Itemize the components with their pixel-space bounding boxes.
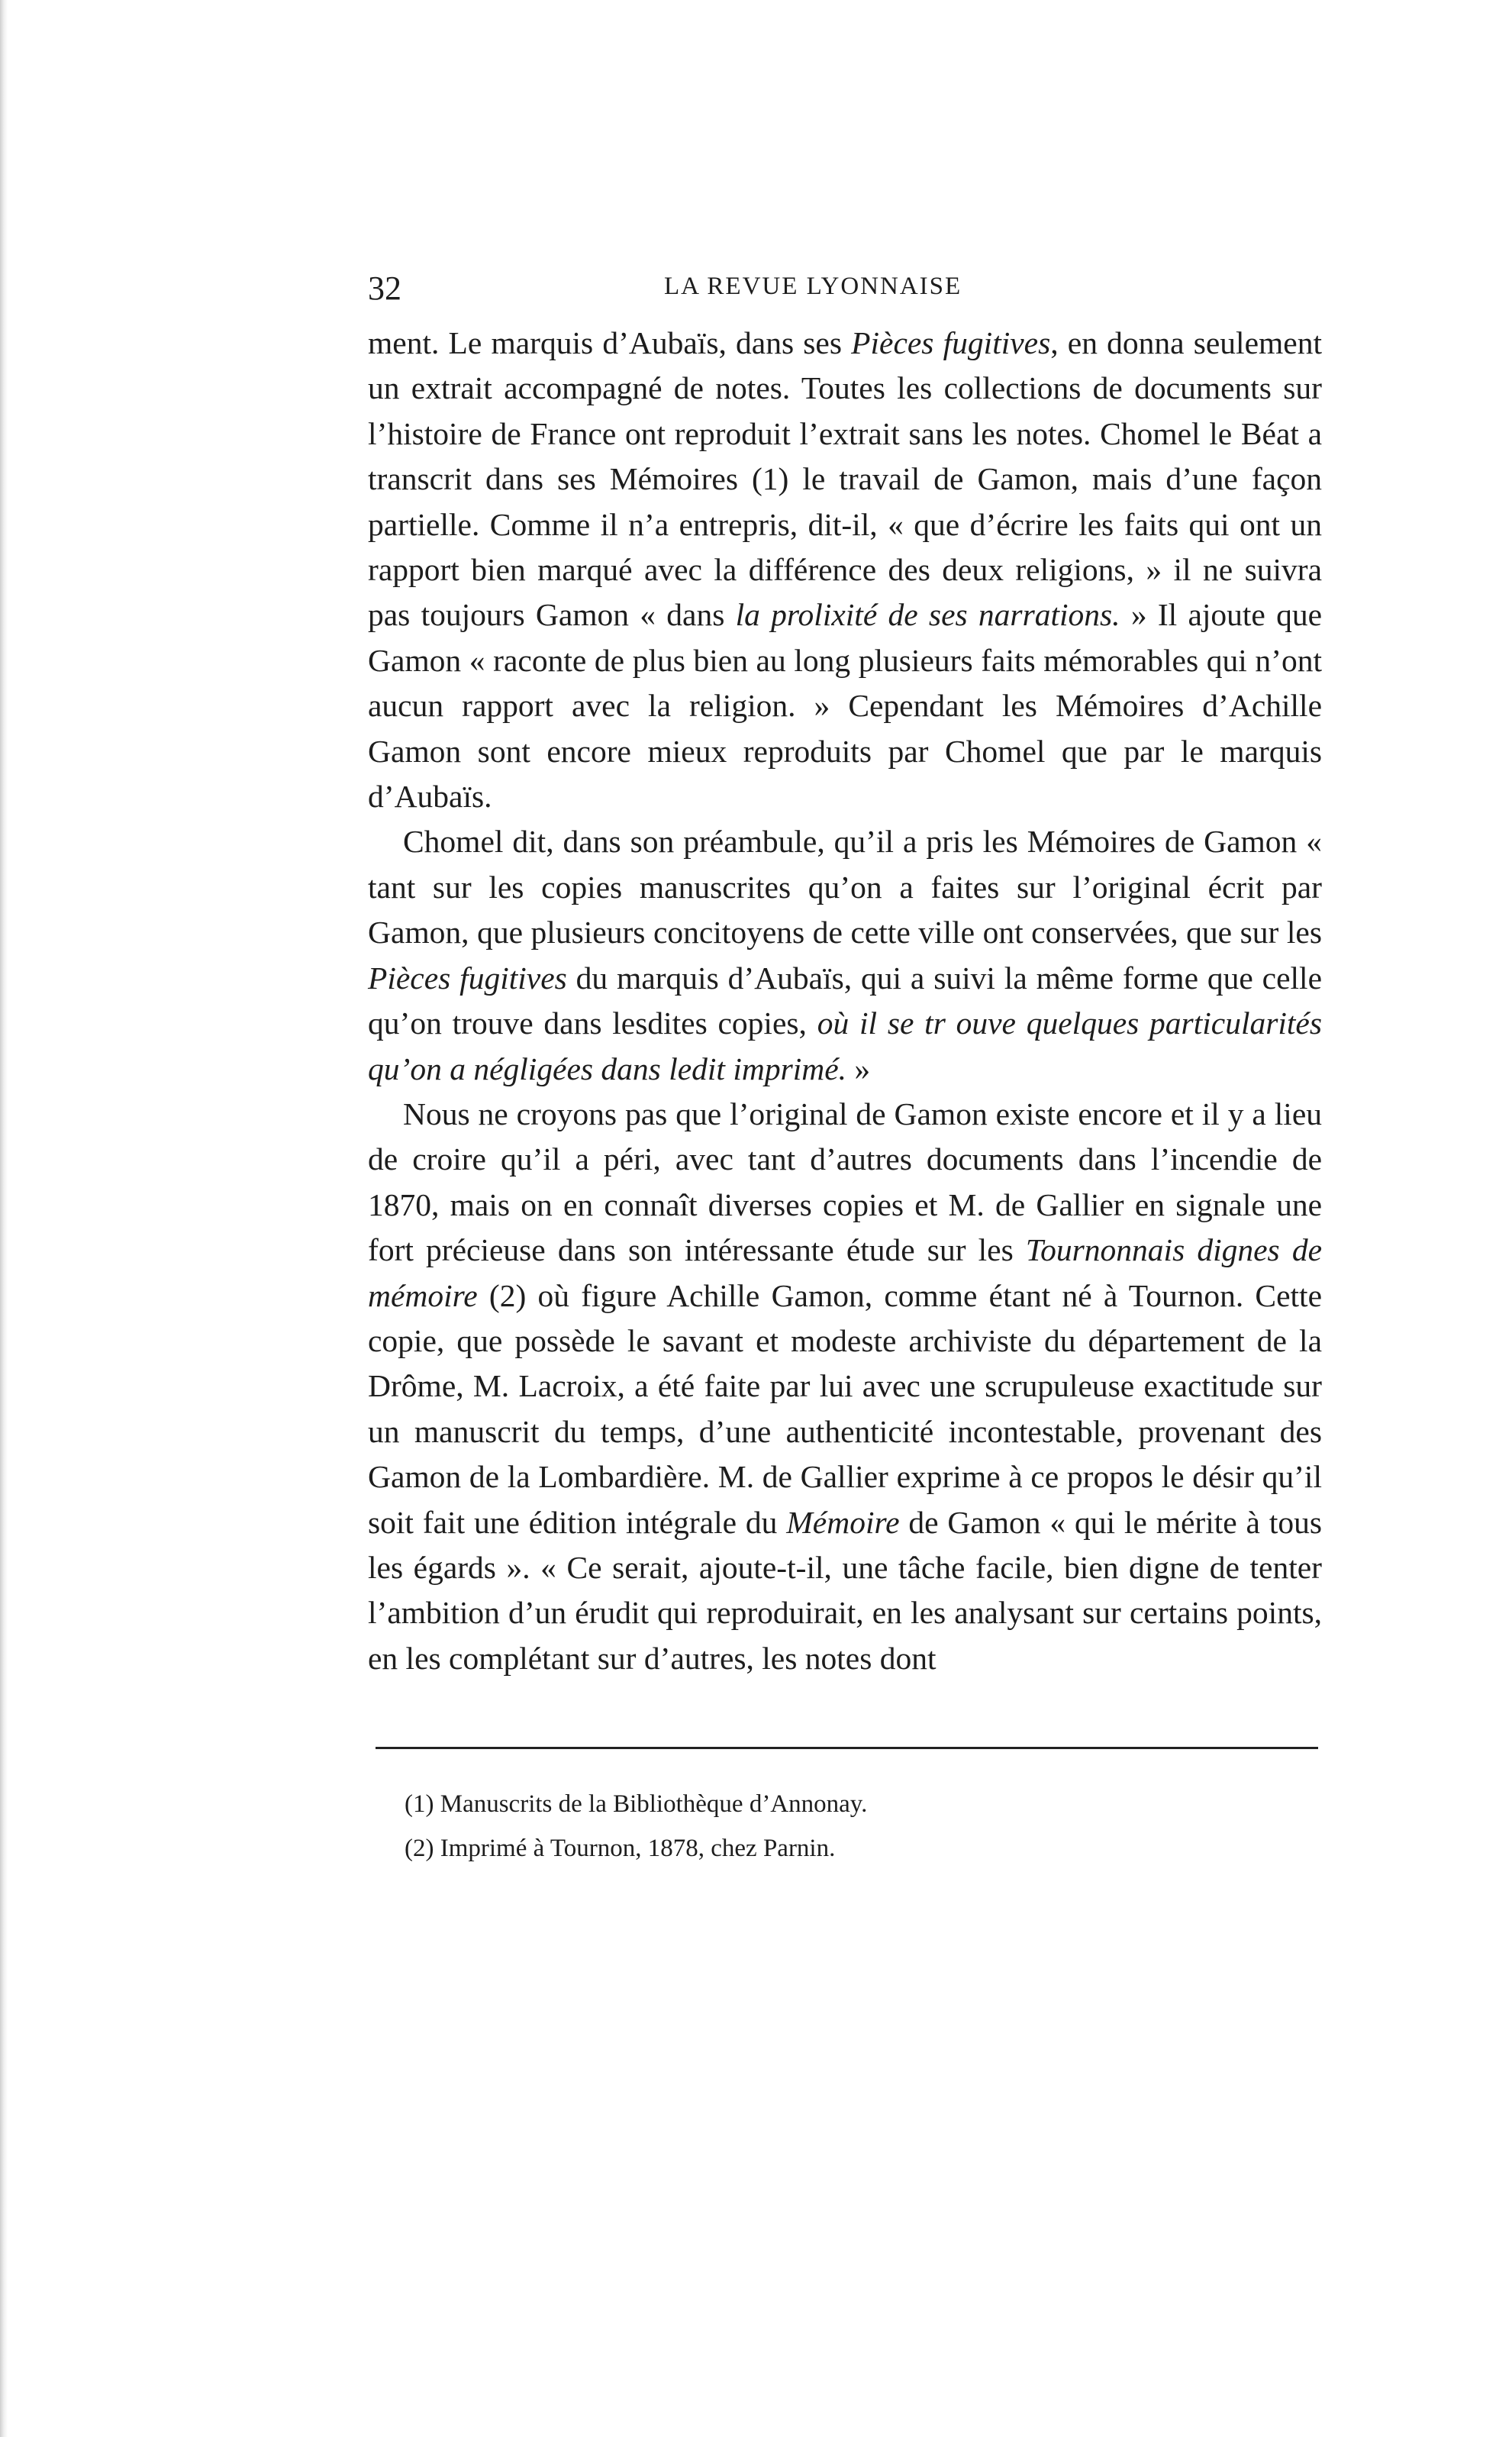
text-run: de Gamon « qui le mérite à tous les égards ». « Ce serait, ajoute-t-il, une tâche facile, bien digne de tenter l’ambition d’un érudit qui reproduirait, en les analysant sur certains points, en les complétant sur d’autres, les notes dont [368, 1504, 1323, 1676]
italic-text: où il se tr ouve quelques particularités qu’on a négligées dans ledit imprimé. [368, 1005, 1322, 1086]
text-run: Chomel dit, dans son préambule, qu’il a pris les Mémoires de Gamon « tant sur les copies manuscrites qu’on a faites sur l’original écrit par Gamon, que plusieurs concitoyens de cette ville ont conservées, que sur les [368, 824, 1322, 951]
text-run: (2) où figure Achille Gamon, comme étant né à Tournon. Cette copie, que possède le savant et modeste archiviste du département de la Drôme, M. Lacroix, a été faite par lui avec une scrupuleuse exactitude sur un manuscrit du temps, d’une authenticité incontestable, provenant des Gamon de la Lombardière. M. de Gallier exprime à ce propos le désir qu’il soit fait une édition intégrale du [368, 1277, 1322, 1540]
footnotes [405, 1782, 867, 1871]
text-run: ment. Le marquis d’Aubaïs, dans ses [368, 325, 852, 360]
italic-text: la prolixité de ses narrations. [735, 597, 1120, 633]
italic-text: Pièces fugitives [851, 325, 1051, 360]
body-text [368, 321, 1322, 1681]
footnote-rule [376, 1747, 1318, 1749]
paragraph [368, 819, 1322, 1091]
text-run: » Il ajoute que Gamon « raconte de plus bien au long plusieurs faits mémorables qui n’ont aucun rapport avec la religion. » Cependant les Mémoires d’Achille Gamon sont encore mieux reproduits par Chomel que par le marquis d’Aubaïs. [368, 597, 1323, 815]
footnote-2: (2) Imprimé à Tournon, 1878, chez Parnin. [405, 1835, 836, 1862]
running-title: LA REVUE LYONNAISE [664, 273, 962, 300]
text-run: du marquis d’Aubaïs, qui a suivi la même forme que celle qu’on trouve dans lesdites copies, [368, 960, 1322, 1041]
footnote-1: (1) Manuscrits de la Bibliothèque d’Annonay. [405, 1790, 868, 1818]
paragraph [368, 1092, 1322, 1681]
text-run: » [846, 1051, 871, 1086]
text-run: Nous ne croyons pas que l’original de Gamon existe encore et il y a lieu de croire qu’il a péri, avec tant d’autres documents dans l’incendie de 1870, mais on en connaît diverses copies et M. de Gallier en signale une fort précieuse dans son intéressante étude sur les [368, 1096, 1322, 1268]
scan-edge [0, 0, 8, 2437]
paragraph [368, 321, 1322, 819]
italic-text: Mémoire [786, 1504, 900, 1540]
text-run: , en donna seulement un extrait accompagné de notes. Toutes les collections de documents sur l’histoire de France ont reproduit l’extrait sans les notes. Chomel le Béat a transcrit dans ses Mémoires (1) le travail de Gamon, mais d’une façon partielle. Comme il n’a entrepris, dit-il, « que d’écrire les faits qui ont un rapport bien marqué avec la différence des deux religions, » il ne suivra pas toujours Gamon « dans [368, 325, 1322, 633]
page-number: 32 [368, 270, 401, 307]
italic-text: Pièces fugitives [368, 960, 567, 996]
italic-text: Tournonnais dignes de mémoire [368, 1232, 1322, 1313]
